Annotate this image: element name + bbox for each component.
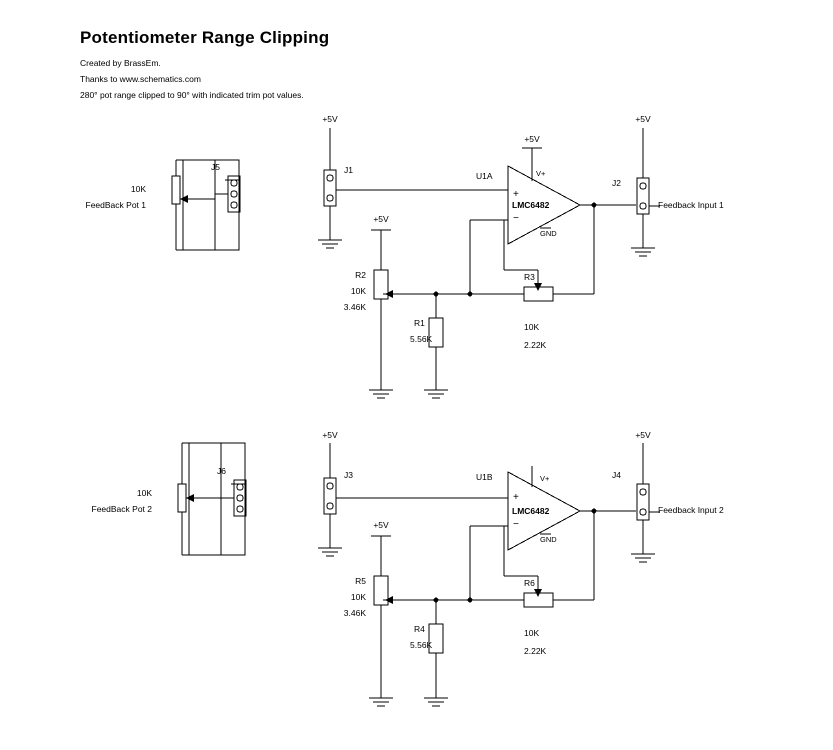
r2-value: 10K <box>350 286 366 296</box>
pot1-value: 10K <box>130 184 146 194</box>
r1-value: 5.56K <box>410 334 433 344</box>
header-description: 280° pot range clipped to 90° with indicated trim pot values. <box>80 90 304 100</box>
r6-ref: R6 <box>524 578 535 588</box>
opamp-u1b-vplus-pin: V+ <box>540 474 550 483</box>
supply-j3-label: +5V <box>322 430 338 440</box>
pot2-value: 10K <box>136 488 152 498</box>
output1-label: Feedback Input 1 <box>658 200 724 210</box>
supply-j1-label: +5V <box>322 114 338 124</box>
r6-trim-value: 2.22K <box>524 646 547 656</box>
pot2-label: FeedBack Pot 2 <box>91 504 152 514</box>
r2-ref: R2 <box>355 270 366 280</box>
connector-j2-label: J2 <box>612 178 621 188</box>
r5-value: 10K <box>350 592 366 602</box>
header-credit: Created by BrassEm. <box>80 58 161 68</box>
opamp-u1b-ref: U1B <box>476 472 493 482</box>
connector-j4-label: J4 <box>612 470 621 480</box>
opamp-u1a-part: LMC6482 <box>512 200 550 210</box>
supply-j4-label: +5V <box>635 430 651 440</box>
opamp-u1a-minus: − <box>513 213 519 224</box>
r2-trim-value: 3.46K <box>343 302 366 312</box>
r4-value: 5.56K <box>410 640 433 650</box>
opamp-u1b-minus: − <box>513 519 519 530</box>
connector-j6-label: J6 <box>217 466 226 476</box>
opamp-u1b-part: LMC6482 <box>512 506 550 516</box>
supply-j2-label: +5V <box>635 114 651 124</box>
opamp-u1b-gnd-pin: GND <box>540 535 557 544</box>
opamp-u1a-gnd-pin: GND <box>540 229 557 238</box>
r3-value: 10K <box>524 322 540 332</box>
supply-divider2-label: +5V <box>373 520 389 530</box>
r3-ref: R3 <box>524 272 535 282</box>
header-thanks: Thanks to www.schematics.com <box>80 74 201 84</box>
supply-opamp1-label: +5V <box>524 134 540 144</box>
opamp-u1b-plus: + <box>513 492 519 503</box>
opamp-u1a-plus: + <box>513 189 519 200</box>
r5-ref: R5 <box>355 576 366 586</box>
r4-ref: R4 <box>414 624 425 634</box>
r6-value: 10K <box>524 628 540 638</box>
r5-trim-value: 3.46K <box>343 608 366 618</box>
r1-ref: R1 <box>414 318 425 328</box>
opamp-u1a-vplus-pin: V+ <box>536 169 546 178</box>
pot1-label: FeedBack Pot 1 <box>85 200 146 210</box>
connector-j5-label: J5 <box>211 162 220 172</box>
page-title: Potentiometer Range Clipping <box>80 28 330 47</box>
supply-divider1-label: +5V <box>373 214 389 224</box>
r3-trim-value: 2.22K <box>524 340 547 350</box>
output2-label: Feedback Input 2 <box>658 505 724 515</box>
connector-j1-label: J1 <box>344 165 353 175</box>
connector-j3-label: J3 <box>344 470 353 480</box>
opamp-u1a-ref: U1A <box>476 171 493 181</box>
